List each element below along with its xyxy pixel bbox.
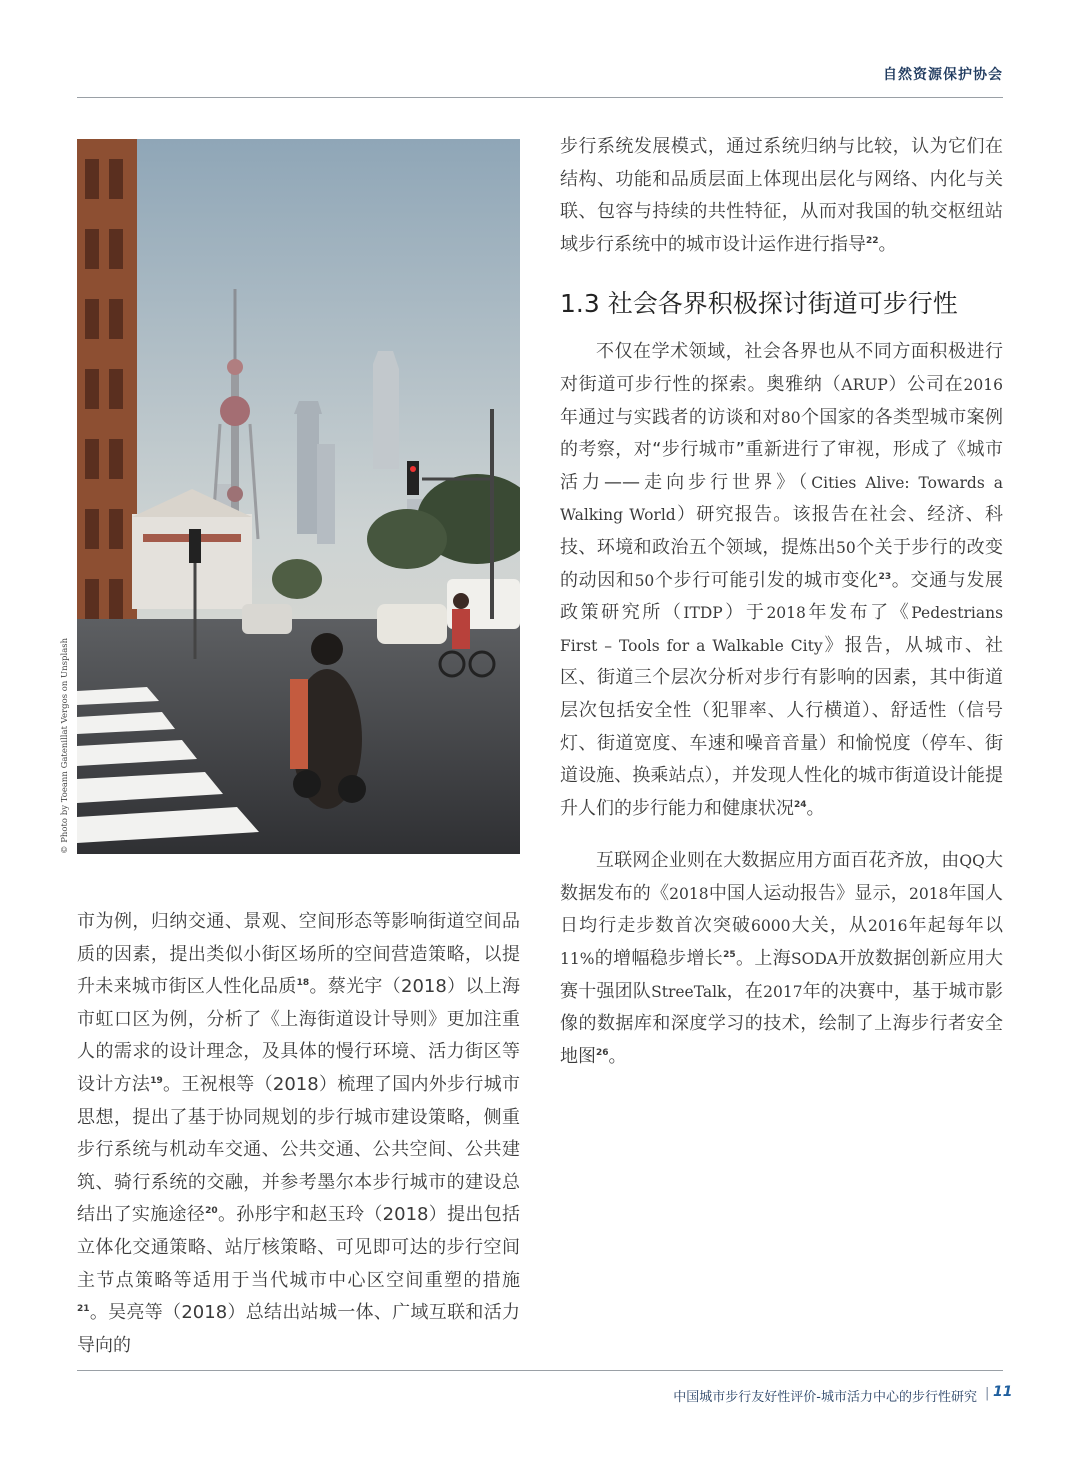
text-span: 2016: [963, 375, 1003, 394]
text-span: 。蔡光宇（2018）以上海市虹口区为例，分析了《上海街道设计导则》更加注重人的需求的设计理念，及具体的慢行环境、活力街区等设计方法: [77, 976, 521, 1095]
section-heading: 1.3 社会各界积极探讨街道可步行性: [560, 289, 958, 319]
text-span: ARUP: [841, 375, 888, 394]
text-span: 2017: [763, 982, 803, 1001]
street-photo-illustration: [77, 139, 520, 854]
text-span: 80: [780, 408, 801, 427]
text-span: 个步行可能引发的城市变化: [654, 569, 879, 591]
text-span: 2018: [669, 884, 709, 903]
text-span: 大数据发布的《: [560, 850, 1003, 904]
text-span: 市为例，归纳交通、景观、空间形态等影响街道空间品质的因素，提出类似小街区场所的空间营造策略，以提升未来城市街区人性化品质: [77, 911, 520, 998]
footer-report-title: 中国城市步行友好性评价-城市活力中心的步行性研究: [673, 1390, 977, 1405]
text-span: 50: [634, 571, 655, 590]
continuation-paragraph: [560, 131, 1003, 261]
page-number: 11: [993, 1384, 1013, 1400]
text-span: ITDP: [683, 604, 723, 623]
text-span: SODA: [791, 950, 838, 969]
text-span: 的增幅稳步增长: [594, 948, 724, 970]
footnote-ref[interactable]: 21: [77, 1304, 90, 1315]
text-span: 11%: [560, 950, 595, 969]
text-span: 》报告，从城市、社区、街道三个层次分析对步行有影响的因素，其中街道层次包括安全性（犯罪率、人行横道）、舒适性（信号灯、街道宽度、车速和噪音音量）和愉悦度（停车、街道设施、换乘站点），并发现人性化的城市街道设计能提升人们的步行能力和健康状况: [560, 634, 1003, 819]
text-span: 中国人运动报告》显示，: [708, 882, 909, 904]
text-span: 2016: [868, 917, 908, 936]
text-span: ）研究报告。该报告在社会、经济、科技、环境和政治五个领域，提炼出: [560, 504, 1003, 558]
text-span: 50: [836, 538, 856, 557]
header-organization: 自然资源保护协会: [883, 67, 1003, 83]
left-paragraph: [77, 906, 520, 1362]
footnote-ref[interactable]: 20: [205, 1206, 218, 1217]
text-span: 年起每年以: [907, 915, 1004, 937]
text-span: 大关，从: [790, 915, 869, 937]
text-span: 年国人日均行走步数首次突破: [560, 882, 1004, 937]
footnote-ref[interactable]: 25: [723, 950, 736, 961]
paragraph-internet: [560, 845, 1003, 1073]
text-span: 。上海: [735, 948, 792, 970]
text-span: 步行系统发展模式，通过系统归纳与比较，认为它们在结构、功能和品质层面上体现出层化与网络、内化与关联、包容与持续的共性特征，从而对我国的轨交枢纽站域步行系统中的城市设计运作进行指导: [560, 136, 1003, 255]
footnote-ref[interactable]: 24: [794, 799, 807, 810]
text-span: Cities Alive: Towards a Walking World: [560, 473, 1003, 525]
paragraph-industry: [560, 336, 1003, 825]
text-span: 2018: [766, 604, 806, 623]
text-span: 年发布了《: [805, 602, 912, 624]
text-span: 。: [608, 1045, 627, 1067]
text-span: 不仅在学术领域，社会各界也从不同方面积极进行对街道可步行性的探索。奥雅纳（: [560, 341, 1003, 395]
text-span: 。王祝根等（2018）梳理了国内外步行城市思想，提出了基于协同规划的步行城市建设策略，侧重步行系统与机动车交通、公共交通、公共空间、公共建筑、骑行系统的交融，并参考墨尔本步行城市的建设总结出了实施途径: [77, 1073, 521, 1226]
street-photo: [77, 139, 520, 854]
text-span: StreeTalk: [651, 982, 727, 1001]
text-span: 。交通与发展政策研究所（: [560, 569, 1003, 624]
photo-credit: © Photo by Toeann Gatenillat Vergos on Unsplash: [60, 637, 70, 854]
text-span: QQ: [959, 852, 985, 871]
footnote-ref[interactable]: 22: [866, 235, 879, 246]
left-column-text: [77, 906, 520, 1362]
footnote-ref[interactable]: 19: [150, 1075, 163, 1086]
text-span: 。孙彤宇和赵玉玲（2018）提出包括立体化交通策略、站厅核策略、可见即可达的步行空间主节点策略等适用于当代城市中心区空间重塑的措施: [77, 1204, 521, 1291]
footnote-ref[interactable]: 23: [878, 571, 892, 582]
text-span: 开放数据创新应用大赛十强团队: [560, 948, 1004, 1002]
footer-separator: |: [985, 1386, 990, 1401]
text-span: Pedestrians First – Tools for a Walkable City: [560, 604, 1004, 655]
header-divider: [77, 97, 1003, 98]
text-span: ）公司在: [887, 373, 964, 395]
footnote-ref[interactable]: 26: [596, 1047, 609, 1058]
text-span: ）于: [722, 602, 767, 624]
text-span: ，在: [726, 980, 764, 1002]
footnote-ref[interactable]: 18: [296, 978, 310, 989]
text-span: 年的决赛中，基于城市影像的数据库和深度学习的技术，绘制了上海步行者安全地图: [560, 980, 1004, 1067]
text-span: 。吴亮等（2018）总结出站城一体、广域互联和活力导向的: [77, 1302, 520, 1356]
text-span: 互联网企业则在大数据应用方面百花齐放，由: [596, 850, 960, 872]
text-span: 个国家的各类型城市案例的考察，对“步行城市”重新进行了审视，形成了《城市活力——走向步行世界》（: [560, 406, 1004, 493]
text-span: 年通过与实践者的访谈和对: [560, 406, 781, 428]
text-span: 。: [878, 233, 897, 255]
text-span: 。: [806, 797, 825, 819]
right-column: [560, 131, 1003, 1073]
text-span: 个关于步行的改变的动因和: [560, 536, 1004, 591]
text-span: 6000: [751, 917, 791, 936]
footer-divider: [77, 1370, 1003, 1371]
text-span: 2018: [908, 884, 949, 903]
